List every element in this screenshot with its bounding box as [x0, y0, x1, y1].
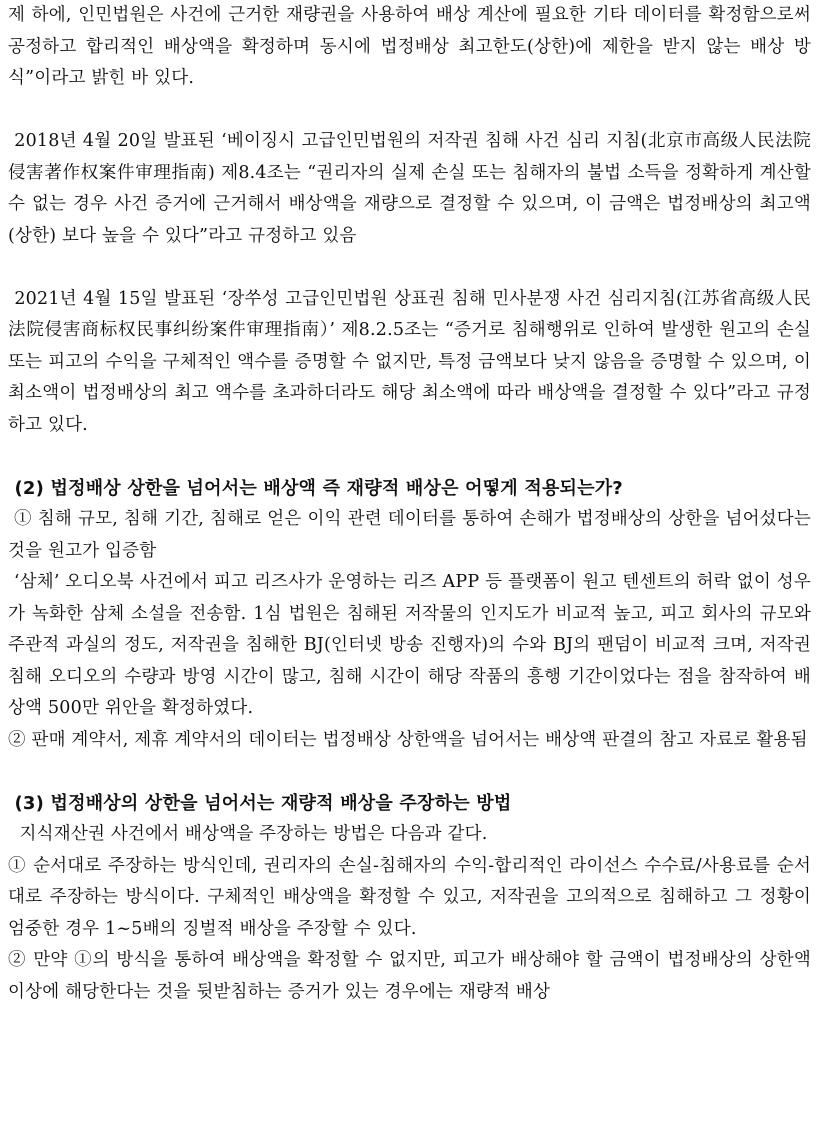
paragraph-three-body-case: ‘삼체’ 오디오북 사건에서 피고 리즈사가 운영하는 리즈 APP 등 플랫폼이 원고 텐센트의 허락 없이 성우가 녹화한 삼체 소설을 전송함. 1심 법원은 침해된 저작물의 인지도가 비교적 높고, 피고 회사의 규모와 주관적 과실의 정도, 저작권을 침해한 BJ(인터넷 방송 진행자)의 수와 BJ의 팬덤이 비교적 크며, 저작권 침해 오디오의 수량과 방영 시간이 많고, 침해 시간이 해당 작품의 흥행 기간이었다는 점을 참작하여 배상액 500만 위안을 확정하였다.	[8, 572, 817, 718]
section-heading-3: (3) 법정배상의 상한을 넘어서는 재량적 배상을 주장하는 방법	[8, 792, 512, 814]
method-item-1: ① 순서대로 주장하는 방식인데, 권리자의 손실-침해자의 수익-합리적인 라이선스 수수료/사용료를 순서대로 주장하는 방식이다. 구체적인 배상액을 확정할 수 있고, 저작권을 고의적으로 침해하고 그 정황이 엄중한 경우 1~5배의 징벌적 배상을 주장할 수 있다.	[8, 855, 817, 939]
spacer	[8, 252, 811, 284]
method-item-2: ② 만약 ①의 방식을 통하여 배상액을 확정할 수 없지만, 피고가 배상해야 할 금액이 법정배상의 상한액 이상에 해당한다는 것을 뒷받침하는 증거가 있는 경우에는 재량적 배상	[8, 950, 817, 1002]
paragraph-court-discretion: 제 하에, 인민법원은 사건에 근거한 재량권을 사용하여 배상 계산에 필요한 기타 데이터를 확정함으로써 공정하고 합리적인 배상액을 확정하며 동시에 법정배상 최고한도(상한)에 제한을 받지 않는 배상 방식”이라고 밝힌 바 있다.	[8, 5, 817, 88]
list-item-2: ② 판매 계약서, 제휴 계약서의 데이터는 법정배상 상한액을 넘어서는 배상액 판결의 참고 자료로 활용됨	[8, 729, 808, 750]
list-item-1: ① 침해 규모, 침해 기간, 침해로 얻은 이익 관련 데이터를 통하여 손해가 법정배상의 상한을 넘어섰다는 것을 원고가 입증함	[8, 509, 817, 561]
paragraph-intro-methods: 지식재산권 사건에서 배상액을 주장하는 방법은 다음과 같다.	[8, 824, 488, 844]
section-heading-2: (2) 법정배상 상한을 넘어서는 배상액 즉 재량적 배상은 어떻게 적용되는가?	[8, 477, 623, 499]
paragraph-jiangsu-guideline: 2021년 4월 15일 발표된 ‘장쑤성 고급인민법원 상표권 침해 민사분쟁 사건 심리지침(江苏省高级人民法院侵害商标权民事纠纷案件审理指南）’ 제8.2.5조는 “증거로 침해행위로 인하여 발생한 원고의 손실 또는 피고의 수익을 구체적인 액수를 증명할 수 없지만, 특정 금액보다 낮지 않음을 증명할 수 있으며, 이 최소액이 법정배상의 최고 액수를 초과하더라도 해당 최소액에 따라 배상액을 결정할 수 있다”라고 규정하고 있다.	[8, 288, 817, 435]
spacer	[8, 95, 811, 127]
spacer	[8, 441, 811, 473]
paragraph-beijing-guideline: 2018년 4월 20일 발표된 ‘베이징시 고급인민법원의 저작권 침해 사건 심리 지침(北京市高级人民法院侵害著作权案件审理指南) 제8.4조는 “권리자의 실제 손실 또는 침해자의 불법 소득을 정확하게 계산할 수 없는 경우 사건 증거에 근거해서 배상액을 재량으로 결정할 수 있으며, 이 금액은 법정배상의 최고액(상한) 보다 높을 수 있다”라고 규정하고 있음	[8, 131, 817, 246]
spacer	[8, 756, 811, 788]
document-page	[8, 0, 817, 1008]
